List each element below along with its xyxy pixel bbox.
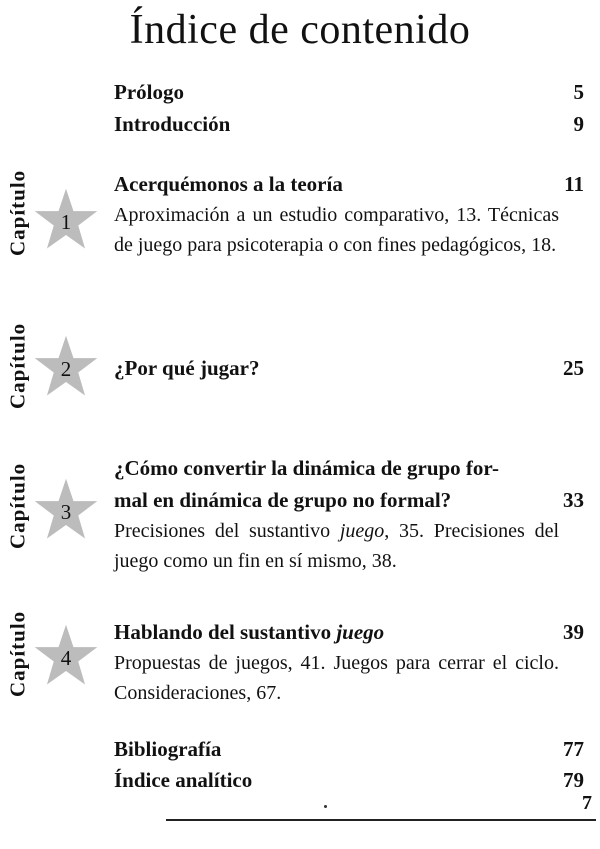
subtext-part: Precisiones del sustantivo bbox=[114, 520, 340, 542]
entry-title: Introducción bbox=[114, 112, 231, 136]
chapter-star-2 bbox=[32, 333, 100, 401]
toc-entry-indice-analitico[interactable] bbox=[114, 764, 584, 796]
chapter-star-3 bbox=[32, 476, 100, 544]
entry-title: Bibliografía bbox=[114, 737, 222, 761]
chapter-title-line1: ¿Cómo convertir la dinámica de grupo for- bbox=[114, 456, 499, 480]
subtext-italic: juego bbox=[339, 520, 385, 542]
entry-page: 77 bbox=[563, 737, 584, 761]
chapter-title-italic: juego bbox=[336, 620, 385, 644]
chapter-number: 4 bbox=[60, 645, 72, 670]
toc-entry-introduccion[interactable] bbox=[114, 108, 584, 140]
toc-chapter-4[interactable] bbox=[114, 616, 584, 708]
chapter-star-4 bbox=[32, 622, 100, 690]
chapter-subtext: Aproximación a un estudio comparativo, 13. Técnicas de juego para psicoterapia o con fines pedagógicos, 18. bbox=[114, 204, 559, 256]
chapter-subtext: Propuestas de juegos, 41. Juegos para cerrar el ciclo. Consideraciones, 67. bbox=[114, 652, 559, 704]
toc-chapter-1[interactable] bbox=[114, 168, 584, 260]
chapter-page: 39 bbox=[563, 620, 584, 644]
footer-rule bbox=[166, 819, 596, 821]
subtext-part: , 35. Precisiones del juego como un fin en sí mismo, 38. bbox=[114, 520, 560, 572]
chapter-title bbox=[114, 616, 584, 648]
chapter-page: 11 bbox=[564, 172, 584, 196]
footer-dot bbox=[324, 805, 327, 808]
entry-page: 9 bbox=[573, 112, 584, 136]
entry-title: Índice analítico bbox=[114, 768, 253, 792]
chapter-number: 3 bbox=[60, 499, 72, 524]
entry-page: 5 bbox=[573, 80, 584, 104]
entry-title: Prólogo bbox=[114, 80, 184, 104]
chapter-star-1 bbox=[32, 186, 100, 254]
toc-entry-bibliografia[interactable] bbox=[114, 733, 584, 765]
chapter-title: ¿Por qué jugar? bbox=[114, 356, 260, 380]
chapter-number: 2 bbox=[60, 356, 72, 381]
chapter-label: Capítulo bbox=[5, 610, 30, 698]
chapter-label: Capítulo bbox=[5, 322, 30, 410]
toc-entry-prologo[interactable] bbox=[114, 76, 584, 108]
chapter-title-line2: mal en dinámica de grupo no formal? bbox=[114, 488, 452, 512]
chapter-title-text: Hablando del sustantivo bbox=[114, 620, 337, 644]
chapter-page: 33 bbox=[563, 488, 584, 512]
chapter-label: Capítulo bbox=[5, 169, 30, 257]
entry-page: 79 bbox=[563, 768, 584, 792]
page-title: Índice de contenido bbox=[129, 7, 471, 53]
chapter-title: Acerquémonos a la teoría bbox=[114, 172, 343, 196]
toc-chapter-2[interactable] bbox=[114, 352, 584, 384]
toc-chapter-3[interactable] bbox=[114, 452, 584, 576]
chapter-subtext bbox=[114, 516, 559, 576]
page-number: 7 bbox=[582, 792, 592, 814]
chapter-number: 1 bbox=[60, 209, 72, 234]
chapter-page: 25 bbox=[563, 356, 584, 380]
chapter-label: Capítulo bbox=[5, 462, 30, 550]
